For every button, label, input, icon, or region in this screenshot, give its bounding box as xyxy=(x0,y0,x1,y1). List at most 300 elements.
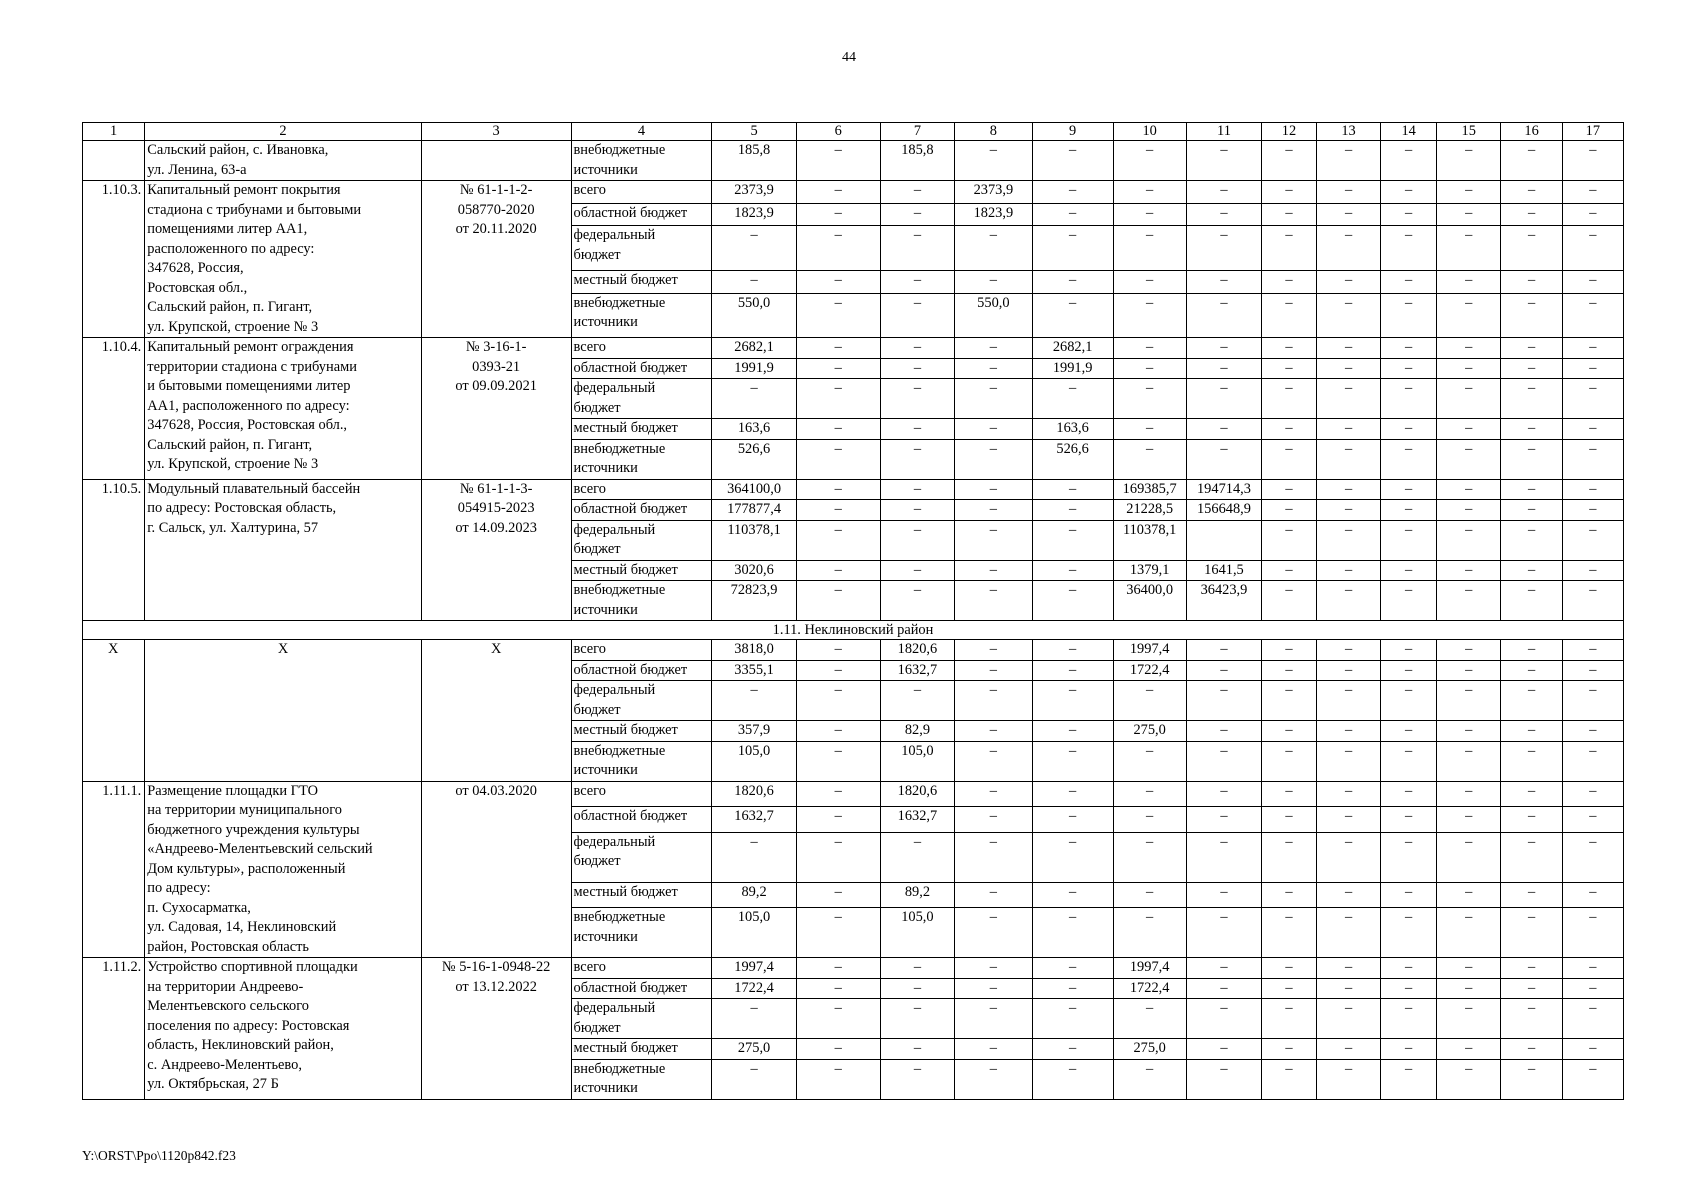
document-cell: от 04.03.2020 xyxy=(421,781,571,958)
value-cell: – xyxy=(1501,781,1562,807)
value-cell: – xyxy=(955,581,1033,621)
value-cell: – xyxy=(1501,293,1562,337)
value-cell: – xyxy=(1032,882,1113,908)
value-cell: – xyxy=(1262,660,1317,681)
value-cell: – xyxy=(1032,270,1113,293)
funding-source-cell: всего xyxy=(571,479,712,500)
value-cell: 1722,4 xyxy=(1113,978,1186,999)
funding-source-cell: федеральный бюджет xyxy=(571,379,712,419)
value-cell: – xyxy=(1262,781,1317,807)
value-cell: 3355,1 xyxy=(712,660,796,681)
value-cell: – xyxy=(1113,181,1186,204)
value-cell: – xyxy=(880,978,954,999)
value-cell: – xyxy=(1437,640,1501,661)
value-cell: – xyxy=(1113,293,1186,337)
value-cell: 1991,9 xyxy=(712,358,796,379)
value-cell: – xyxy=(1501,581,1562,621)
value-cell: – xyxy=(955,908,1033,958)
value-cell: – xyxy=(1381,999,1437,1039)
value-cell: – xyxy=(1437,293,1501,337)
value-cell: – xyxy=(955,226,1033,270)
value-cell: 82,9 xyxy=(880,721,954,742)
value-cell: – xyxy=(1562,270,1623,293)
value-cell: – xyxy=(1562,500,1623,521)
value-cell: – xyxy=(1032,832,1113,882)
value-cell: – xyxy=(880,181,954,204)
item-number-cell: 1.10.3. xyxy=(83,181,145,338)
value-cell: – xyxy=(1186,1039,1261,1060)
value-cell: – xyxy=(1186,978,1261,999)
value-cell: – xyxy=(1262,1059,1317,1099)
value-cell: 2373,9 xyxy=(712,181,796,204)
value-cell: – xyxy=(1262,226,1317,270)
value-cell: – xyxy=(955,882,1033,908)
value-cell: – xyxy=(1113,439,1186,479)
value-cell: – xyxy=(955,978,1033,999)
value-cell: 526,6 xyxy=(712,439,796,479)
value-cell: – xyxy=(1501,358,1562,379)
value-cell: – xyxy=(955,640,1033,661)
value-cell: – xyxy=(1316,660,1380,681)
value-cell: – xyxy=(1381,379,1437,419)
value-cell: – xyxy=(796,882,880,908)
funding-source-cell: федеральный бюджет xyxy=(571,999,712,1039)
value-cell: – xyxy=(1316,681,1380,721)
value-cell xyxy=(1186,520,1261,560)
value-cell: – xyxy=(1501,203,1562,226)
value-cell: – xyxy=(880,1039,954,1060)
value-cell: – xyxy=(1381,270,1437,293)
object-name-cell: Капитальный ремонт ограждения территории стадиона с трибунами и бытовыми помещениями литер АА1, расположенного по адресу: 347628, Россия, Ростовская обл., Сальский район, п. Гигант, ул. Крупской, строение № 3 xyxy=(145,338,422,480)
value-cell: – xyxy=(1032,1059,1113,1099)
value-cell: – xyxy=(1186,781,1261,807)
value-cell: – xyxy=(1562,1059,1623,1099)
value-cell: – xyxy=(1501,681,1562,721)
value-cell: 3020,6 xyxy=(712,560,796,581)
value-cell: – xyxy=(712,1059,796,1099)
value-cell: – xyxy=(1316,419,1380,440)
value-cell: – xyxy=(796,439,880,479)
value-cell: 89,2 xyxy=(712,882,796,908)
value-cell: 110378,1 xyxy=(712,520,796,560)
value-cell: 1820,6 xyxy=(712,781,796,807)
value-cell: – xyxy=(955,520,1033,560)
value-cell: – xyxy=(1437,479,1501,500)
value-cell: – xyxy=(1437,721,1501,742)
value-cell: – xyxy=(1381,358,1437,379)
value-cell: – xyxy=(1262,832,1317,882)
document-cell: № 61-1-1-2- 058770-2020 от 20.11.2020 xyxy=(421,181,571,338)
value-cell: – xyxy=(1186,999,1261,1039)
value-cell: – xyxy=(1186,439,1261,479)
value-cell: – xyxy=(1262,908,1317,958)
value-cell: – xyxy=(880,379,954,419)
value-cell: – xyxy=(1381,520,1437,560)
value-cell: – xyxy=(1381,978,1437,999)
value-cell: 275,0 xyxy=(1113,721,1186,742)
value-cell: 1641,5 xyxy=(1186,560,1261,581)
value-cell: – xyxy=(1032,500,1113,521)
value-cell: – xyxy=(1186,640,1261,661)
value-cell: – xyxy=(1316,479,1380,500)
funding-source-cell: местный бюджет xyxy=(571,270,712,293)
value-cell: – xyxy=(1262,141,1317,181)
value-cell: – xyxy=(1032,999,1113,1039)
value-cell: – xyxy=(1381,681,1437,721)
header-cell: 9 xyxy=(1032,123,1113,141)
value-cell: – xyxy=(1437,660,1501,681)
value-cell: – xyxy=(1501,226,1562,270)
value-cell: – xyxy=(1437,958,1501,979)
value-cell: – xyxy=(880,270,954,293)
value-cell: – xyxy=(1501,978,1562,999)
funding-source-cell: областной бюджет xyxy=(571,203,712,226)
value-cell: – xyxy=(1316,560,1380,581)
value-cell: – xyxy=(1262,181,1317,204)
value-cell: – xyxy=(796,807,880,833)
value-cell: – xyxy=(796,832,880,882)
value-cell: – xyxy=(1501,660,1562,681)
value-cell: – xyxy=(1562,999,1623,1039)
value-cell: – xyxy=(1381,958,1437,979)
value-cell: – xyxy=(1113,338,1186,359)
value-cell: – xyxy=(1186,338,1261,359)
value-cell: – xyxy=(1262,500,1317,521)
value-cell: – xyxy=(1262,958,1317,979)
value-cell: – xyxy=(1186,832,1261,882)
object-name-cell: Размещение площадки ГТО на территории муниципального бюджетного учреждения культуры «Андреево-Мелентьевский сельский Дом культуры», расположенный по адресу: п. Сухосарматка, ул. Садовая, 14, Неклиновский район, Ростовская область xyxy=(145,781,422,958)
header-cell: 8 xyxy=(955,123,1033,141)
funding-source-cell: областной бюджет xyxy=(571,500,712,521)
value-cell: – xyxy=(1262,741,1317,781)
value-cell: – xyxy=(1032,520,1113,560)
value-cell: – xyxy=(1316,439,1380,479)
value-cell: 105,0 xyxy=(880,908,954,958)
value-cell: – xyxy=(880,581,954,621)
value-cell: – xyxy=(955,479,1033,500)
value-cell: 357,9 xyxy=(712,721,796,742)
value-cell: – xyxy=(1501,141,1562,181)
value-cell: – xyxy=(1562,1039,1623,1060)
value-cell: – xyxy=(1437,882,1501,908)
document-cell: № 3-16-1- 0393-21 от 09.09.2021 xyxy=(421,338,571,480)
value-cell: – xyxy=(1437,681,1501,721)
header-cell: 6 xyxy=(796,123,880,141)
funding-source-cell: федеральный бюджет xyxy=(571,832,712,882)
value-cell: – xyxy=(1032,807,1113,833)
value-cell: – xyxy=(1562,379,1623,419)
value-cell: – xyxy=(1186,141,1261,181)
value-cell: – xyxy=(1501,379,1562,419)
value-cell: – xyxy=(1113,832,1186,882)
value-cell: – xyxy=(880,439,954,479)
value-cell: – xyxy=(955,338,1033,359)
value-cell: – xyxy=(1262,419,1317,440)
value-cell: – xyxy=(955,781,1033,807)
value-cell: 1632,7 xyxy=(880,807,954,833)
value-cell: – xyxy=(1562,908,1623,958)
funding-source-cell: федеральный бюджет xyxy=(571,520,712,560)
header-cell: 17 xyxy=(1562,123,1623,141)
value-cell: – xyxy=(1381,293,1437,337)
value-cell: – xyxy=(1316,358,1380,379)
value-cell: – xyxy=(796,560,880,581)
value-cell: – xyxy=(955,1039,1033,1060)
value-cell: – xyxy=(1501,270,1562,293)
value-cell: – xyxy=(1381,741,1437,781)
value-cell: – xyxy=(1113,226,1186,270)
value-cell: – xyxy=(1262,520,1317,560)
header-cell: 14 xyxy=(1381,123,1437,141)
value-cell: – xyxy=(796,181,880,204)
value-cell: – xyxy=(1437,832,1501,882)
section-row xyxy=(83,621,1624,640)
value-cell: – xyxy=(1501,832,1562,882)
value-cell: – xyxy=(796,978,880,999)
value-cell: – xyxy=(1186,203,1261,226)
value-cell: 105,0 xyxy=(712,741,796,781)
value-cell: 36400,0 xyxy=(1113,581,1186,621)
value-cell: 1379,1 xyxy=(1113,560,1186,581)
value-cell: 1997,4 xyxy=(1113,640,1186,661)
value-cell: – xyxy=(1501,560,1562,581)
value-cell: – xyxy=(1113,419,1186,440)
value-cell: – xyxy=(796,358,880,379)
value-cell: – xyxy=(1437,807,1501,833)
value-cell: – xyxy=(1562,958,1623,979)
value-cell: – xyxy=(1186,882,1261,908)
value-cell: – xyxy=(1316,226,1380,270)
value-cell: – xyxy=(955,500,1033,521)
funding-source-cell: местный бюджет xyxy=(571,882,712,908)
value-cell: – xyxy=(1562,520,1623,560)
funding-source-cell: всего xyxy=(571,781,712,807)
value-cell: – xyxy=(1032,226,1113,270)
value-cell: – xyxy=(1316,581,1380,621)
value-cell: – xyxy=(1186,807,1261,833)
value-cell: – xyxy=(796,681,880,721)
item-number-cell: 1.10.4. xyxy=(83,338,145,480)
value-cell: – xyxy=(1437,978,1501,999)
value-cell: – xyxy=(1186,379,1261,419)
footer-file-path: Y:\ORST\Ppo\1120p842.f23 xyxy=(82,1148,236,1163)
value-cell: – xyxy=(1316,141,1380,181)
value-cell: – xyxy=(1262,681,1317,721)
value-cell: – xyxy=(1381,640,1437,661)
value-cell: – xyxy=(1501,958,1562,979)
value-cell: – xyxy=(1262,379,1317,419)
value-cell: – xyxy=(1113,999,1186,1039)
value-cell: – xyxy=(1186,721,1261,742)
value-cell: – xyxy=(1032,479,1113,500)
value-cell: – xyxy=(1032,721,1113,742)
value-cell: – xyxy=(1501,500,1562,521)
value-cell: 110378,1 xyxy=(1113,520,1186,560)
value-cell: – xyxy=(1562,741,1623,781)
value-cell: – xyxy=(1437,781,1501,807)
value-cell: – xyxy=(796,908,880,958)
value-cell: – xyxy=(1562,358,1623,379)
value-cell: – xyxy=(1032,660,1113,681)
value-cell: – xyxy=(1113,882,1186,908)
value-cell: – xyxy=(1032,203,1113,226)
value-cell: – xyxy=(1032,560,1113,581)
value-cell: – xyxy=(1437,581,1501,621)
section-title: 1.11. Неклиновский район xyxy=(83,621,1624,640)
value-cell: – xyxy=(1437,358,1501,379)
value-cell: – xyxy=(1316,721,1380,742)
value-cell: – xyxy=(1262,203,1317,226)
value-cell: – xyxy=(796,741,880,781)
funding-source-cell: федеральный бюджет xyxy=(571,226,712,270)
value-cell: – xyxy=(880,358,954,379)
value-cell: – xyxy=(1262,978,1317,999)
value-cell: – xyxy=(1032,1039,1113,1060)
value-cell: – xyxy=(1381,581,1437,621)
value-cell: – xyxy=(1316,882,1380,908)
value-cell: – xyxy=(796,660,880,681)
header-cell: 3 xyxy=(421,123,571,141)
value-cell: – xyxy=(796,293,880,337)
value-cell: – xyxy=(880,1059,954,1099)
value-cell: – xyxy=(1501,1039,1562,1060)
value-cell: – xyxy=(1562,560,1623,581)
value-cell: – xyxy=(1437,270,1501,293)
funding-source-cell: всего xyxy=(571,640,712,661)
value-cell: – xyxy=(955,660,1033,681)
funding-source-cell: местный бюджет xyxy=(571,721,712,742)
value-cell: – xyxy=(955,681,1033,721)
value-cell: – xyxy=(1262,999,1317,1039)
value-cell: – xyxy=(880,293,954,337)
value-cell: – xyxy=(1562,882,1623,908)
value-cell: 1997,4 xyxy=(712,958,796,979)
value-cell: – xyxy=(1381,660,1437,681)
value-cell: – xyxy=(1032,581,1113,621)
value-cell: – xyxy=(1381,721,1437,742)
funding-source-cell: всего xyxy=(571,338,712,359)
value-cell: – xyxy=(796,203,880,226)
table-row xyxy=(83,958,1624,979)
header-cell: 1 xyxy=(83,123,145,141)
table-row xyxy=(83,181,1624,204)
table-row xyxy=(83,141,1624,181)
value-cell: – xyxy=(1316,640,1380,661)
value-cell: – xyxy=(1562,640,1623,661)
value-cell: – xyxy=(1186,358,1261,379)
value-cell: – xyxy=(712,681,796,721)
value-cell: – xyxy=(796,721,880,742)
value-cell: – xyxy=(1032,741,1113,781)
value-cell: – xyxy=(796,338,880,359)
value-cell: 1722,4 xyxy=(1113,660,1186,681)
object-name-cell: Устройство спортивной площадки на территории Андреево- Мелентьевского сельского поселения по адресу: Ростовская область, Неклиновский район, с. Андреево-Мелентьево, ул. Октябрьская, 27 Б xyxy=(145,958,422,1100)
funding-source-cell: местный бюджет xyxy=(571,419,712,440)
value-cell: 275,0 xyxy=(1113,1039,1186,1060)
value-cell: – xyxy=(1316,807,1380,833)
value-cell: 21228,5 xyxy=(1113,500,1186,521)
value-cell: – xyxy=(955,1059,1033,1099)
value-cell: – xyxy=(955,958,1033,979)
value-cell: 1820,6 xyxy=(880,781,954,807)
value-cell: 194714,3 xyxy=(1186,479,1261,500)
funding-source-cell: всего xyxy=(571,181,712,204)
value-cell: – xyxy=(1501,1059,1562,1099)
value-cell: 1991,9 xyxy=(1032,358,1113,379)
value-cell: – xyxy=(1501,439,1562,479)
value-cell: – xyxy=(1186,660,1261,681)
funding-source-cell: местный бюджет xyxy=(571,1039,712,1060)
value-cell: – xyxy=(1113,807,1186,833)
value-cell: – xyxy=(1262,1039,1317,1060)
value-cell: – xyxy=(796,581,880,621)
header-cell: 10 xyxy=(1113,123,1186,141)
value-cell: – xyxy=(1501,181,1562,204)
value-cell: – xyxy=(1316,520,1380,560)
value-cell: – xyxy=(880,203,954,226)
value-cell: – xyxy=(1437,338,1501,359)
value-cell: – xyxy=(1262,640,1317,661)
header-cell: 7 xyxy=(880,123,954,141)
value-cell: – xyxy=(955,439,1033,479)
value-cell: – xyxy=(1381,479,1437,500)
funding-source-cell: областной бюджет xyxy=(571,358,712,379)
value-cell: – xyxy=(1186,270,1261,293)
value-cell: – xyxy=(1316,832,1380,882)
value-cell: – xyxy=(1262,882,1317,908)
value-cell: – xyxy=(880,419,954,440)
value-cell: – xyxy=(1032,181,1113,204)
value-cell: – xyxy=(955,419,1033,440)
value-cell: – xyxy=(880,226,954,270)
funding-source-cell: областной бюджет xyxy=(571,978,712,999)
value-cell: – xyxy=(1316,293,1380,337)
value-cell: – xyxy=(1501,882,1562,908)
item-number-cell xyxy=(83,141,145,181)
funding-source-cell: внебюджетные источники xyxy=(571,141,712,181)
value-cell: – xyxy=(1437,181,1501,204)
value-cell: – xyxy=(1113,781,1186,807)
value-cell: – xyxy=(796,479,880,500)
value-cell: – xyxy=(1562,721,1623,742)
object-name-cell: Капитальный ремонт покрытия стадиона с трибунами и бытовыми помещениями литер АА1, расположенного по адресу: 347628, Россия, Ростовская обл., Сальский район, п. Гигант, ул. Крупской, строение № 3 xyxy=(145,181,422,338)
value-cell: – xyxy=(1437,1059,1501,1099)
value-cell: 275,0 xyxy=(712,1039,796,1060)
value-cell: – xyxy=(1032,978,1113,999)
header-cell: 15 xyxy=(1437,123,1501,141)
header-cell: 4 xyxy=(571,123,712,141)
value-cell: – xyxy=(1032,379,1113,419)
value-cell: – xyxy=(796,520,880,560)
value-cell: – xyxy=(1032,958,1113,979)
value-cell: 364100,0 xyxy=(712,479,796,500)
value-cell: – xyxy=(1562,832,1623,882)
value-cell: – xyxy=(1186,741,1261,781)
value-cell: – xyxy=(1316,978,1380,999)
value-cell: – xyxy=(1113,908,1186,958)
value-cell: – xyxy=(1186,226,1261,270)
object-name-cell: Модульный плавательный бассейн по адресу: Ростовская область, г. Сальск, ул. Халтурина, 57 xyxy=(145,479,422,621)
value-cell: – xyxy=(1381,203,1437,226)
value-cell: 1820,6 xyxy=(880,640,954,661)
value-cell: – xyxy=(1032,640,1113,661)
value-cell: 550,0 xyxy=(955,293,1033,337)
value-cell: – xyxy=(1501,520,1562,560)
value-cell: – xyxy=(1186,419,1261,440)
value-cell: – xyxy=(1113,358,1186,379)
value-cell: – xyxy=(1562,581,1623,621)
value-cell: – xyxy=(1501,419,1562,440)
